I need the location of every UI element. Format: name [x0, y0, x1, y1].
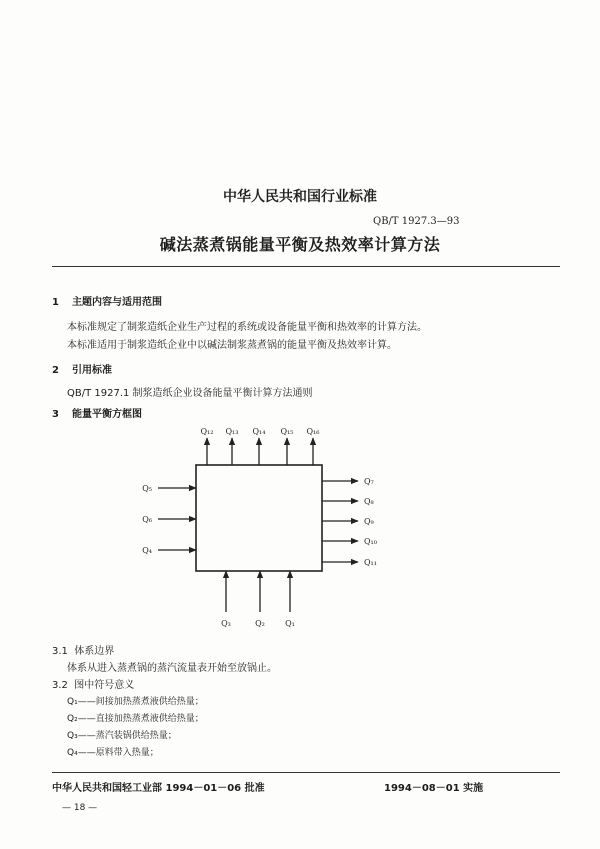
effective-date: 1994－08－01 实施	[384, 783, 484, 794]
section-title: 图中符号意义	[74, 680, 135, 691]
heat-symbol-label: Q₁₂	[200, 427, 214, 436]
heat-symbol-label: Q₄	[142, 546, 152, 555]
page-number: — 18 —	[62, 803, 98, 813]
heat-symbol-label: Q₁₅	[280, 427, 294, 436]
heat-symbol-label: Q₆	[142, 515, 152, 524]
heat-symbol-label: Q₅	[142, 484, 152, 493]
section-number: 2	[52, 365, 59, 376]
heat-symbol-label: Q₁₃	[225, 427, 239, 436]
section-number: 3	[52, 409, 59, 420]
system-boundary-text: 体系从进入蒸煮锅的蒸汽流量表开始至放锅止。	[67, 663, 277, 674]
section-title: 体系边界	[74, 646, 115, 657]
heat-symbol-label: Q₁₀	[364, 537, 377, 546]
approval-line: 中华人民共和国轻工业部 1994－01－06 批准	[52, 783, 265, 794]
document-title: 碱法蒸煮锅能量平衡及热效率计算方法	[159, 235, 441, 254]
standard-title: 中华人民共和国行业标准	[223, 189, 377, 205]
reference-standard: QB/T 1927.1 制浆造纸企业设备能量平衡计算方法通则	[67, 388, 313, 399]
section-3-1-heading	[52, 642, 114, 657]
section-1-paragraph-1: 本标准规定了制浆造纸企业生产过程的系统或设备能量平衡和热效率的计算方法。	[67, 322, 427, 333]
heat-symbol-label: Q₃	[221, 619, 231, 628]
standard-code: QB/T 1927.3—93	[373, 216, 460, 227]
section-1-paragraph-2: 本标准适用于制浆造纸企业中以碱法制浆蒸煮锅的能量平衡及热效率计算。	[67, 340, 397, 351]
heat-symbol-label: Q₇	[364, 477, 374, 486]
system-boundary-box	[196, 465, 322, 571]
section-3-2-heading	[52, 676, 134, 691]
heat-symbol-label: Q₁₁	[364, 558, 377, 567]
section-title: 引用标准	[72, 365, 112, 376]
section-title: 能量平衡方框图	[72, 409, 142, 420]
heat-symbol-label: Q₁₆	[306, 427, 320, 436]
symbol-definition: Q₃——蒸汽装锅供给热量；	[67, 731, 177, 741]
heat-symbol-label: Q₁	[285, 619, 295, 628]
section-title: 主题内容与适用范围	[72, 297, 162, 308]
section-number: 3.1	[52, 646, 68, 657]
section-number: 3.2	[52, 680, 68, 691]
symbol-definition: Q₂——直接加热蒸煮液供给热量；	[67, 714, 204, 724]
footer-divider	[52, 772, 560, 773]
heat-symbol-label: Q₉	[364, 517, 374, 526]
heat-symbol-label: Q₈	[364, 497, 374, 506]
heat-symbol-label: Q₁₄	[252, 427, 266, 436]
heat-symbol-label: Q₂	[255, 619, 265, 628]
symbol-definition: Q₁——间接加热蒸煮液供给热量；	[67, 697, 204, 707]
section-number: 1	[52, 297, 59, 308]
symbol-definition: Q₄——原料带入热量；	[67, 748, 159, 758]
